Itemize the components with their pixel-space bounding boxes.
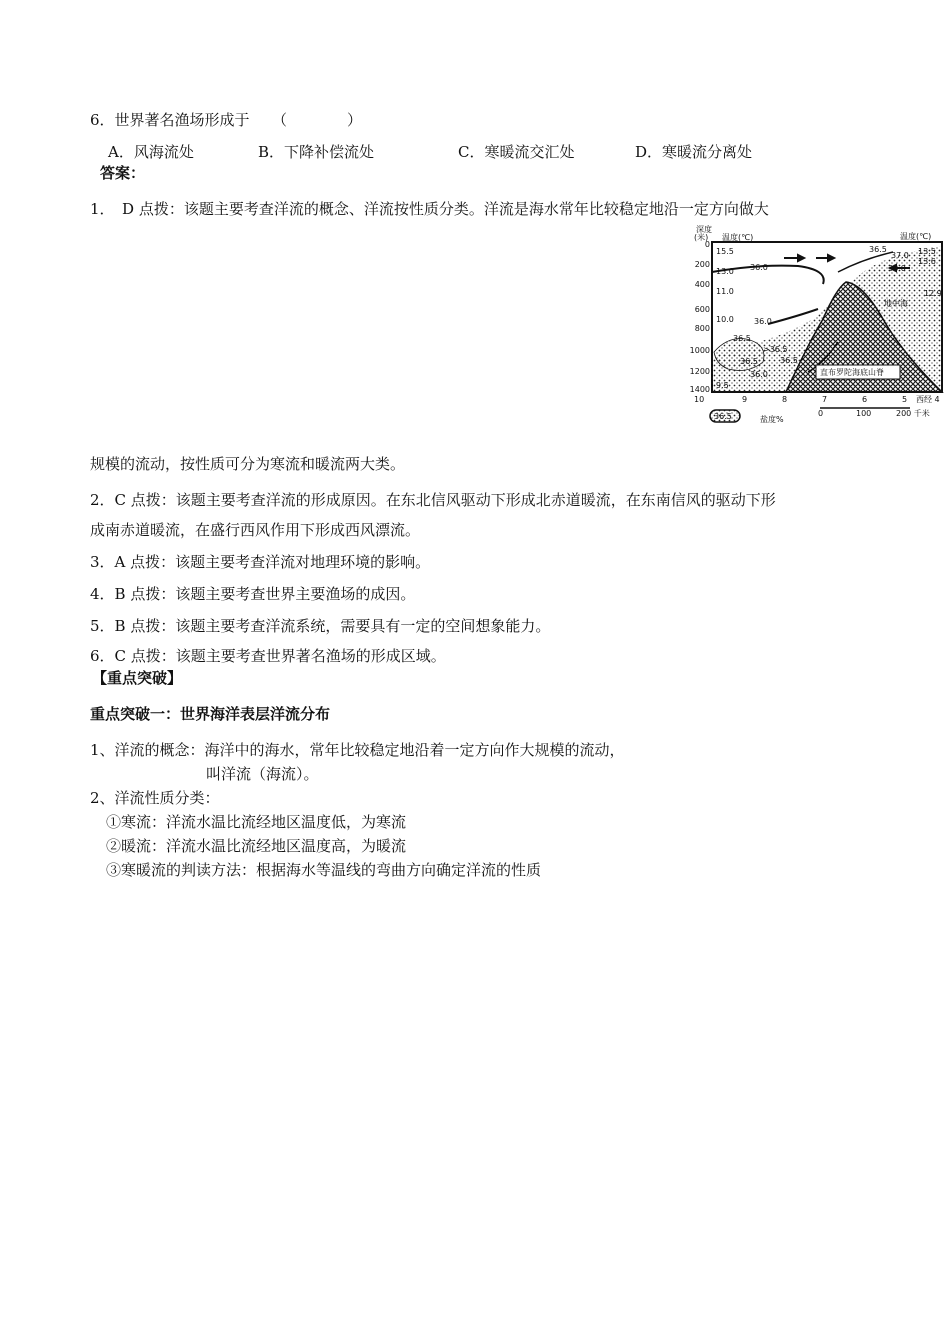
answer-2-line2: 成南赤道暖流，在盛行西风作用下形成西风漂流。 bbox=[90, 521, 421, 539]
svg-text:37.0: 37.0 bbox=[891, 251, 909, 260]
svg-text:西经 4: 西经 4 bbox=[916, 395, 940, 404]
svg-text:15.5: 15.5 bbox=[716, 247, 734, 256]
answer-3: 3．A 点拨：该题主要考查洋流对地理环境的影响。 bbox=[90, 553, 431, 571]
section-bracket-title: 【重点突破】 bbox=[92, 669, 183, 687]
scale-tick-100: 100 bbox=[856, 409, 872, 418]
mediterranean-label: 地中海 bbox=[884, 299, 908, 308]
answer-1-line1: 1． D 点拨：该题主要考查洋流的概念、洋流按性质分类。洋流是海水常年比较稳定地沿一定方向做大 bbox=[90, 200, 769, 218]
cold-current-item: ①寒流：洋流水温比流经地区温度低，为寒流 bbox=[106, 813, 407, 831]
depth-axis-unit: (米) bbox=[694, 233, 709, 242]
svg-text:36.0: 36.0 bbox=[750, 263, 768, 272]
svg-text:1200: 1200 bbox=[689, 367, 710, 376]
svg-text:36.5: 36.5 bbox=[869, 245, 887, 254]
salinity-legend-value: 36.5 bbox=[714, 412, 732, 421]
classification-heading: 2、洋流性质分类： bbox=[90, 789, 220, 807]
svg-text:200: 200 bbox=[694, 260, 710, 269]
svg-text:36.5: 36.5 bbox=[780, 356, 798, 365]
svg-text:5: 5 bbox=[902, 395, 908, 404]
scale-tick-200: 200 千米 bbox=[896, 409, 930, 418]
svg-text:36.0: 36.0 bbox=[754, 317, 772, 326]
svg-text:600: 600 bbox=[694, 305, 710, 314]
salinity-legend-label: 盐度% bbox=[760, 415, 784, 424]
svg-text:800: 800 bbox=[694, 324, 710, 333]
concept-line1: 1、洋流的概念：海洋中的海水，常年比较稳定地沿着一定方向作大规模的流动， bbox=[90, 741, 625, 759]
svg-text:10: 10 bbox=[694, 395, 705, 404]
judgement-method-item: ③寒暖流的判读方法：根据海水等温线的弯曲方向确定洋流的性质 bbox=[106, 861, 542, 879]
answer-4: 4．B 点拨：该题主要考查世界主要渔场的成因。 bbox=[90, 585, 416, 603]
option-a: A．风海流处 bbox=[108, 143, 194, 161]
svg-text:7: 7 bbox=[822, 395, 828, 404]
concept-line2: 叫洋流（海流）。 bbox=[206, 765, 319, 783]
gibraltar-salinity-diagram bbox=[688, 224, 946, 424]
question-6-stem: 6．世界著名渔场形成于 （ ） bbox=[90, 111, 363, 129]
svg-text:38.0: 38.0 bbox=[888, 264, 906, 273]
svg-text:400: 400 bbox=[694, 280, 710, 289]
answer-5: 5．B 点拨：该题主要考查洋流系统，需要具有一定的空间想象能力。 bbox=[90, 617, 551, 635]
section-subtitle: 重点突破一：世界海洋表层洋流分布 bbox=[90, 705, 331, 723]
svg-text:36.5: 36.5 bbox=[733, 334, 751, 343]
svg-text:11.0: 11.0 bbox=[716, 287, 734, 296]
scale-tick-0: 0 bbox=[818, 409, 824, 418]
temp-label-left: 温度(℃) bbox=[722, 233, 754, 242]
svg-text:1400: 1400 bbox=[689, 385, 710, 394]
svg-text:36.5: 36.5 bbox=[740, 357, 758, 366]
svg-text:9: 9 bbox=[742, 395, 748, 404]
answer-2-line1: 2．C 点拨：该题主要考查洋流的形成原因。在东北信风驱动下形成北赤道暖流，在东南信风的驱动下形 bbox=[90, 491, 776, 509]
svg-text:13.6: 13.6 bbox=[918, 257, 936, 266]
svg-text:13.5: 13.5 bbox=[918, 247, 936, 256]
answer-6: 6．C 点拨：该题主要考查世界著名渔场的形成区域。 bbox=[90, 647, 446, 665]
answers-heading: 答案： bbox=[100, 164, 146, 182]
depth-axis-label: 深度 bbox=[696, 225, 712, 234]
option-b: B．下降补偿流处 bbox=[258, 143, 375, 161]
svg-text:10.0: 10.0 bbox=[716, 315, 734, 324]
svg-text:36.0: 36.0 bbox=[750, 370, 768, 379]
svg-text:13.0: 13.0 bbox=[716, 267, 734, 276]
svg-text:8: 8 bbox=[782, 395, 788, 404]
svg-text:6: 6 bbox=[862, 395, 868, 404]
svg-text:9.5: 9.5 bbox=[716, 381, 729, 390]
depth-ticks bbox=[690, 240, 710, 394]
temp-label-right: 温度(℃) bbox=[900, 232, 932, 241]
svg-text:0: 0 bbox=[704, 240, 710, 249]
svg-text:12.9: 12.9 bbox=[924, 289, 942, 298]
warm-current-item: ②暖流：洋流水温比流经地区温度高，为暖流 bbox=[106, 837, 407, 855]
option-d: D．寒暖流分离处 bbox=[635, 143, 753, 161]
ridge-label: 直布罗陀海底山脊 bbox=[820, 368, 884, 377]
svg-text:>36.5: >36.5 bbox=[763, 345, 788, 354]
option-c: C．寒暖流交汇处 bbox=[458, 143, 575, 161]
svg-text:1000: 1000 bbox=[689, 346, 710, 355]
answer-1-line2: 规模的流动，按性质可分为寒流和暖流两大类。 bbox=[90, 455, 406, 473]
longitude-ticks bbox=[694, 395, 940, 404]
